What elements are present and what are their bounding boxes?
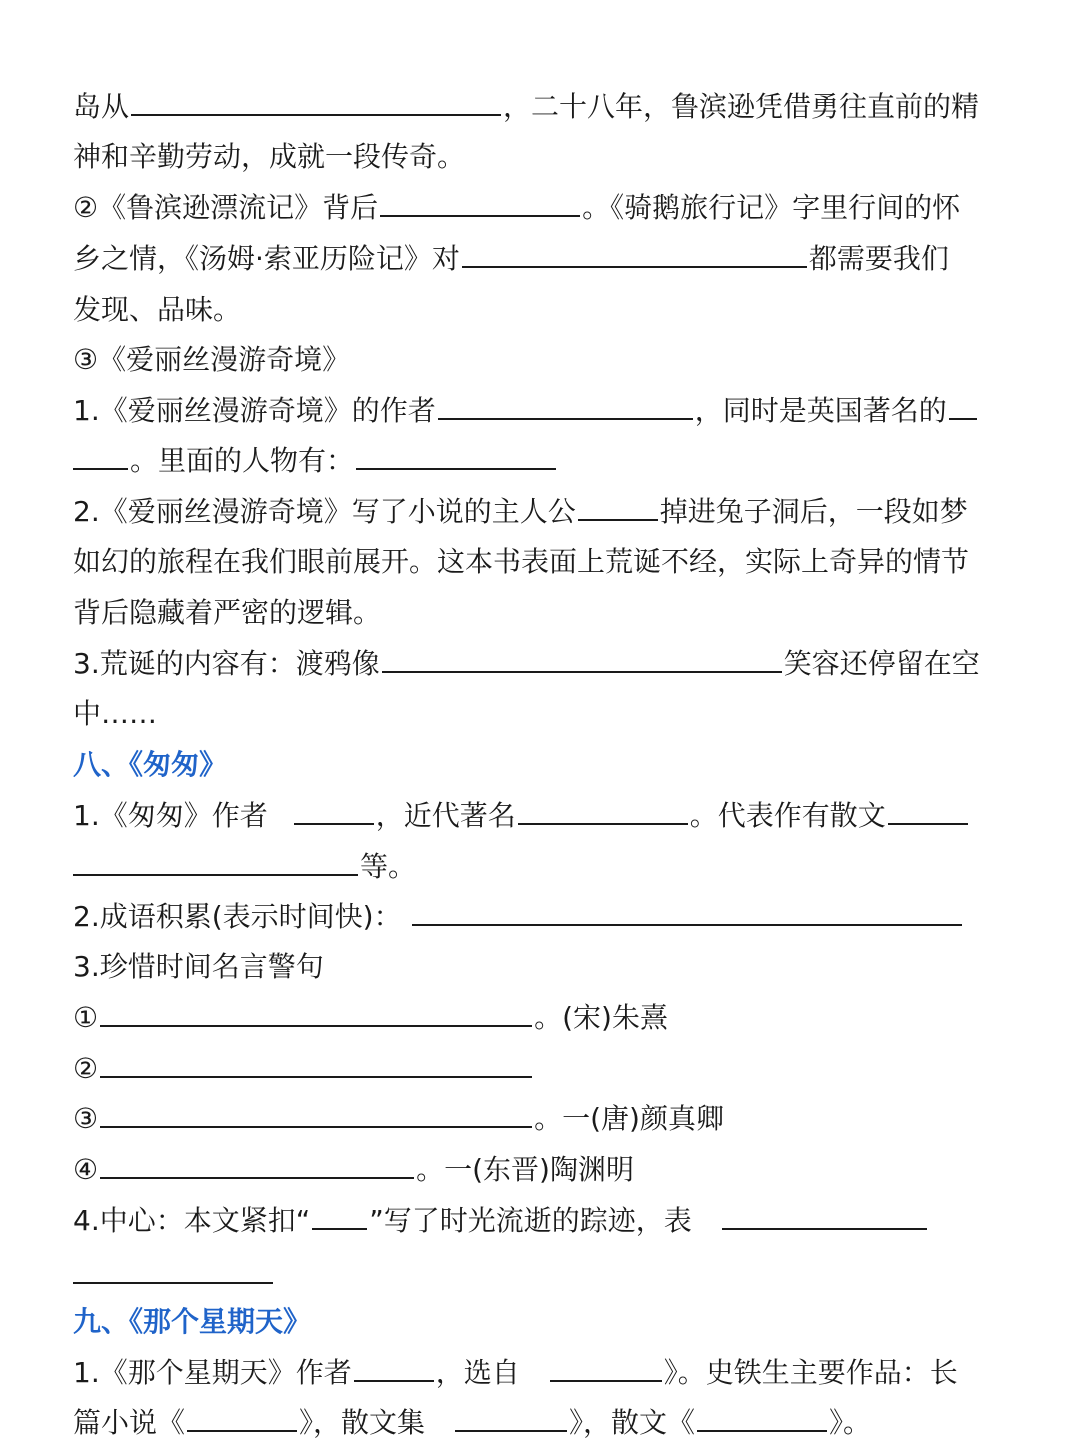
fill-blank[interactable] — [100, 995, 532, 1027]
text-line: ②《鲁滨逊漂流记》背后 。《骑鹅旅行记》字里行间的怀 — [73, 183, 960, 233]
fill-blank[interactable] — [100, 1046, 532, 1078]
fill-blank[interactable] — [550, 1350, 662, 1382]
text-line: 2.成语积累(表示时间快)： — [73, 892, 964, 942]
text-line: 3.珍惜时间名言警句 — [73, 950, 324, 983]
text-line: 中…… — [73, 697, 158, 730]
fill-blank[interactable] — [73, 438, 128, 470]
text-line: 篇小说《 》，散文集 》，散文《 》。 — [73, 1398, 871, 1448]
fill-blank[interactable] — [722, 1198, 927, 1230]
text-line: 1.《匆匆》作者 ，近代著名 。代表作有散文 — [73, 791, 970, 841]
text-line: 。里面的人物有： — [73, 436, 558, 486]
fill-blank[interactable] — [455, 1400, 567, 1432]
text-line: 乡之情，《汤姆·索亚历险记》对 都需要我们 — [73, 234, 949, 284]
fill-blank[interactable] — [356, 438, 556, 470]
fill-blank[interactable] — [100, 1147, 414, 1179]
fill-blank[interactable] — [100, 1096, 532, 1128]
fill-blank[interactable] — [697, 1400, 827, 1432]
section-heading: 九、《那个星期天》 — [73, 1305, 312, 1338]
fill-blank[interactable] — [518, 793, 688, 825]
fill-blank[interactable] — [949, 388, 977, 420]
text-line: 岛从 ，二十八年，鲁滨逊凭借勇往直前的精 — [73, 82, 979, 132]
text-line: 发现、品味。 — [73, 293, 242, 326]
fill-blank[interactable] — [73, 1252, 273, 1284]
text-line: 等。 — [73, 842, 416, 892]
text-line — [73, 1250, 275, 1300]
fill-blank[interactable] — [888, 793, 968, 825]
text-line: 2.《爱丽丝漫游奇境》写了小说的主人公 掉进兔子洞后，一段如梦 — [73, 487, 968, 537]
fill-blank[interactable] — [382, 641, 782, 673]
text-line: ④ 。一(东晋)陶渊明 — [73, 1145, 634, 1195]
text-line: 1.《那个星期天》作者 ，选自 》。史铁生主要作品：长 — [73, 1348, 958, 1398]
fill-blank[interactable] — [131, 84, 501, 116]
text-line: ① 。(宋)朱熹 — [73, 993, 668, 1043]
text-line: 如幻的旅程在我们眼前展开。这本书表面上荒诞不经，实际上奇异的情节 — [73, 545, 970, 578]
text-line: 背后隐藏着严密的逻辑。 — [73, 596, 382, 629]
fill-blank[interactable] — [438, 388, 693, 420]
fill-blank[interactable] — [354, 1350, 434, 1382]
text-line: 3.荒诞的内容有：渡鸦像 笑容还停留在空 — [73, 639, 980, 689]
section-heading: 八、《匆匆》 — [73, 748, 228, 781]
fill-blank[interactable] — [294, 793, 374, 825]
fill-blank[interactable] — [312, 1198, 367, 1230]
text-line: ③ 。一(唐)颜真卿 — [73, 1094, 724, 1144]
fill-blank[interactable] — [187, 1400, 297, 1432]
fill-blank[interactable] — [412, 894, 962, 926]
fill-blank[interactable] — [73, 844, 358, 876]
fill-blank[interactable] — [462, 236, 807, 268]
text-line: 1.《爱丽丝漫游奇境》的作者 ，同时是英国著名的 — [73, 386, 979, 436]
text-line: 神和辛勤劳动，成就一段传奇。 — [73, 140, 466, 173]
fill-blank[interactable] — [380, 185, 580, 217]
text-line: ② — [73, 1044, 534, 1094]
text-line: 4.中心：本文紧扣“ ”写了时光流逝的踪迹，表 — [73, 1196, 929, 1246]
fill-blank[interactable] — [578, 489, 658, 521]
text-line: ③《爱丽丝漫游奇境》 — [73, 343, 351, 376]
